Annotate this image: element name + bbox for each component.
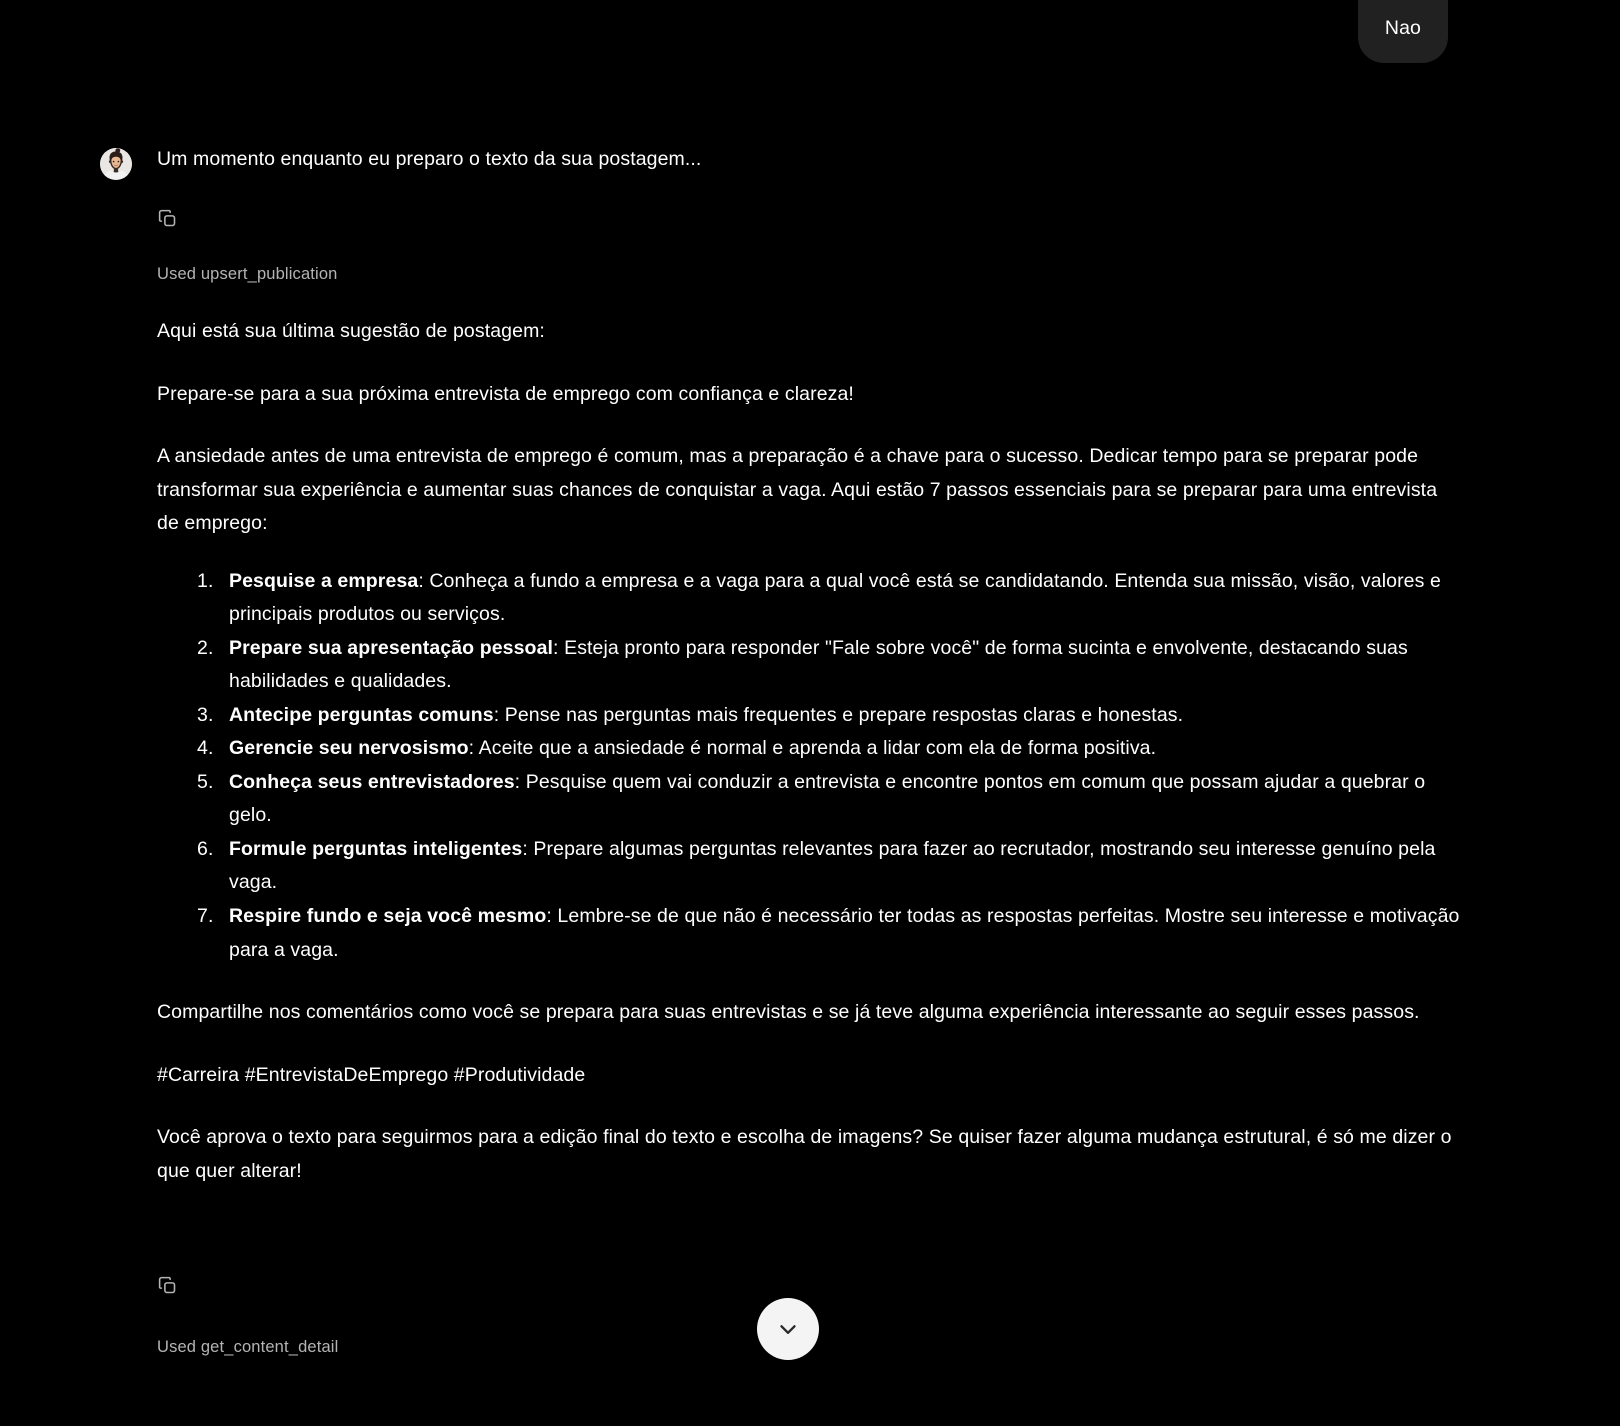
assistant-body [100,284,1510,1188]
copy-icon[interactable] [157,1275,178,1296]
list-item [219,732,1460,766]
intro-paragraph: Aqui está sua última sugestão de postagem: [157,320,545,342]
headline-paragraph: Prepare-se para a sua próxima entrevista de emprego com confiança e clareza! [157,382,854,405]
assistant-first-line: Um momento enquanto eu preparo o texto da sua postagem... [157,148,702,170]
assistant-header-row [100,140,1510,180]
user-message-bubble: Nao [1358,0,1448,63]
list-item [219,900,1460,967]
step-title: Formule perguntas inteligentes [229,837,523,860]
list-item [219,565,1460,632]
scroll-to-bottom-button[interactable] [757,1298,819,1360]
user-message-row [0,0,1620,63]
copy-button-bottom-row [157,1275,178,1296]
tool-used-label-top: Used upsert_publication [157,265,338,283]
chevron-down-icon [775,1316,801,1342]
user-avatar-photo[interactable] [100,148,132,180]
step-text: : Conheça a fundo a empresa e a vaga para a qual você está se candidatando. Entenda sua missão, visão, valores e principais produtos ou serviços. [229,569,1441,626]
step-text: : Esteja pronto para responder "Fale sobre você" de forma sucinta e envolvente, destacando suas habilidades e qualidades. [229,636,1408,693]
step-text: : Pense nas perguntas mais frequentes e prepare respostas claras e honestas. [493,703,1184,726]
step-title: Antecipe perguntas comuns [229,703,494,726]
assistant-message [0,140,1620,1188]
step-text: : Prepare algumas perguntas relevantes para fazer ao recrutador, mostrando seu interesse genuíno pela vaga. [229,837,1436,894]
step-text: : Aceite que a ansiedade é normal e aprenda a lidar com ela de forma positiva. [468,737,1157,760]
list-item [219,699,1460,733]
closing-question-paragraph: Você aprova o texto para seguirmos para a edição final do texto e escolha de imagens? Se quiser fazer alguma mudança estrutural, é só me dizer o que quer alterar! [157,1126,1452,1182]
list-item [219,833,1460,900]
step-text: : Lembre-se de que não é necessário ter todas as respostas perfeitas. Mostre seu interesse e motivação para a vaga. [229,904,1460,961]
copy-button-top-row [100,208,1510,229]
steps-list [157,565,1460,967]
step-title: Prepare sua apresentação pessoal [229,636,554,659]
list-item [219,632,1460,699]
step-title: Conheça seus entrevistadores [229,770,515,793]
step-title: Gerencie seu nervosismo [229,737,469,760]
lead-paragraph: A ansiedade antes de uma entrevista de emprego é comum, mas a preparação é a chave para o sucesso. Dedicar tempo para se preparar pode transformar sua experiência e aumentar suas chances de conquistar a vaga. Aqui estão 7 passos essenciais para se preparar para uma entrevista de emprego: [157,445,1438,535]
tool-used-label-bottom: Used get_content_detail [157,1338,339,1356]
call-to-action-paragraph: Compartilhe nos comentários como você se prepara para suas entrevistas e se já teve alguma experiência interessante ao seguir esses passos. [157,1001,1420,1024]
list-item [219,766,1460,833]
copy-icon[interactable] [157,208,178,229]
step-title: Pesquise a empresa [229,569,419,592]
step-text: : Pesquise quem vai conduzir a entrevista e encontre pontos em comum que possam ajudar a quebrar o gelo. [229,770,1426,827]
step-title: Respire fundo e seja você mesmo [229,904,547,927]
hashtags-paragraph: #Carreira #EntrevistaDeEmprego #Produtividade [157,1063,586,1086]
